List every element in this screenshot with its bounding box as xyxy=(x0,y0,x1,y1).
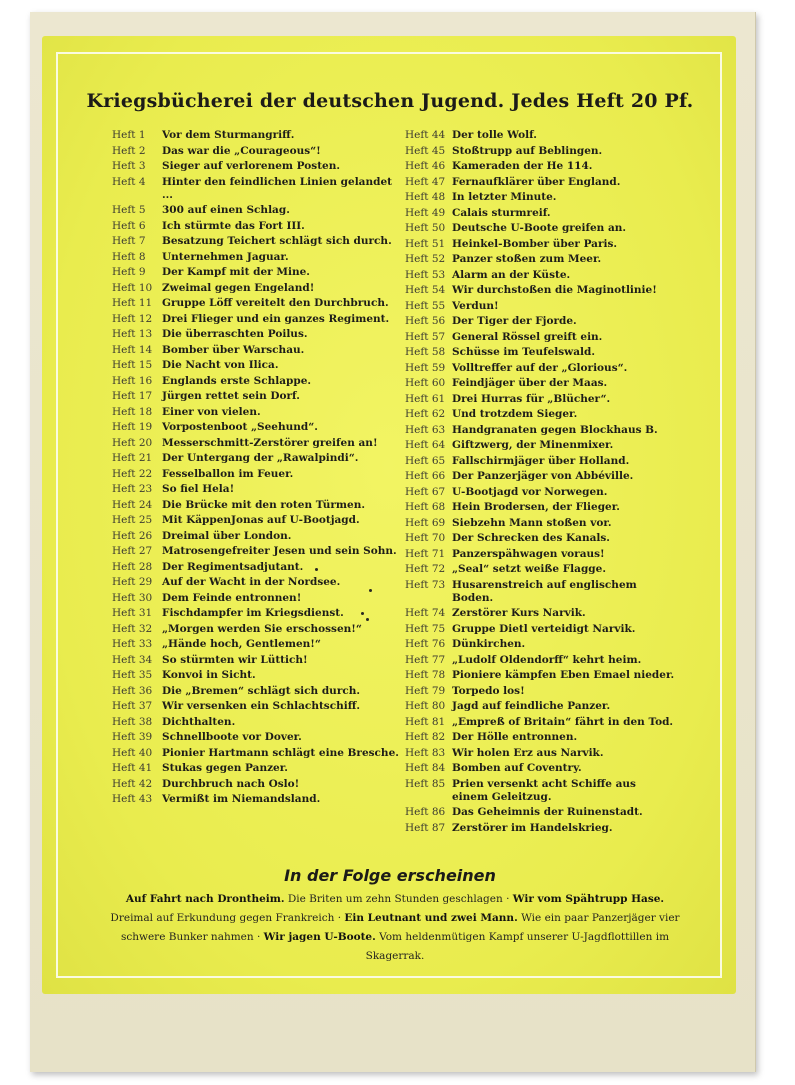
issue-title: Durchbruch nach Oslo! xyxy=(162,777,300,790)
title-entry xyxy=(405,376,675,392)
forthcoming-title: Wir vom Spähtrupp Hase. xyxy=(512,893,665,905)
issue-title: Die Brücke mit den roten Türmen. xyxy=(162,498,365,511)
title-entry xyxy=(112,761,402,777)
title-entry xyxy=(405,653,675,669)
title-entry xyxy=(405,622,675,638)
title-entry xyxy=(112,144,402,160)
issue-number: Heft 41 xyxy=(112,762,153,774)
issue-number: Heft 22 xyxy=(112,467,153,480)
title-entry xyxy=(405,500,675,516)
title-entry xyxy=(405,237,675,253)
title-list-left xyxy=(112,128,402,808)
title-entry xyxy=(405,330,675,346)
title-entry xyxy=(112,343,402,359)
title-entry xyxy=(112,203,402,219)
issue-number: Heft 83 xyxy=(405,746,446,759)
title-entry xyxy=(405,606,675,622)
issue-number: Heft 72 xyxy=(405,563,446,575)
issue-number: Heft 43 xyxy=(112,793,153,805)
issue-title: Der Tiger der Fjorde. xyxy=(452,315,577,327)
issue-number: Heft 79 xyxy=(405,684,446,697)
issue-number: Heft 54 xyxy=(405,284,446,296)
issue-title: Besatzung Teichert schlägt sich durch. xyxy=(162,235,392,247)
title-entry xyxy=(112,436,402,452)
title-entry xyxy=(112,467,402,483)
issue-number: Heft 33 xyxy=(112,638,153,650)
issue-title: 300 auf einen Schlag. xyxy=(162,204,290,216)
issue-title: Schüsse im Teufelswald. xyxy=(452,346,596,358)
title-entry xyxy=(405,144,675,160)
issue-title: Vor dem Sturmangriff. xyxy=(162,129,295,141)
issue-title: So stürmten wir Lüttich! xyxy=(162,653,308,666)
title-entry xyxy=(405,252,675,268)
issue-number: Heft 3 xyxy=(112,160,146,172)
title-entry xyxy=(112,746,402,762)
issue-title: Jagd auf feindliche Panzer. xyxy=(452,700,611,712)
issue-number: Heft 27 xyxy=(112,545,153,557)
series-header: Kriegsbücherei der deutschen Jugend. Jedes Heft 20 Pf. xyxy=(86,90,694,112)
issue-title: Fesselballon im Feuer. xyxy=(162,467,294,480)
issue-title: Stoßtrupp auf Beblingen. xyxy=(452,144,603,157)
title-entry xyxy=(112,606,402,622)
title-entry xyxy=(405,547,675,563)
print-speck xyxy=(315,568,318,571)
issue-number: Heft 39 xyxy=(112,731,153,743)
title-entry xyxy=(405,423,675,439)
issue-number: Heft 20 xyxy=(112,436,153,449)
title-entry xyxy=(405,454,675,470)
issue-number: Heft 30 xyxy=(112,591,153,604)
title-entry xyxy=(112,777,402,793)
issue-title: Giftzwerg, der Minenmixer. xyxy=(452,439,614,451)
issue-title: „Empreß of Britain“ fährt in den Tod. xyxy=(452,715,674,728)
issue-number: Heft 67 xyxy=(405,485,446,498)
issue-title: Der tolle Wolf. xyxy=(452,129,537,141)
issue-number: Heft 55 xyxy=(405,299,446,312)
issue-title: Die überraschten Poilus. xyxy=(162,328,308,340)
issue-number: Heft 74 xyxy=(405,607,446,619)
issue-title: „Morgen werden Sie erschossen!“ xyxy=(162,622,362,635)
issue-title: Der Regimentsadjutant. xyxy=(162,560,304,573)
issue-title: Zerstörer Kurs Narvik. xyxy=(452,607,586,619)
issue-title: Husarenstreich auf englischem Boden. xyxy=(452,578,637,604)
issue-number: Heft 10 xyxy=(112,281,153,294)
title-entry xyxy=(112,792,402,808)
issue-number: Heft 36 xyxy=(112,684,153,697)
issue-number: Heft 49 xyxy=(405,206,446,219)
issue-number: Heft 34 xyxy=(112,653,153,666)
issue-title: Die Nacht von Ilica. xyxy=(162,359,279,371)
issue-number: Heft 13 xyxy=(112,328,153,340)
issue-title: Englands erste Schlappe. xyxy=(162,374,312,387)
issue-title: Fernaufklärer über England. xyxy=(452,175,621,188)
issue-number: Heft 60 xyxy=(405,377,446,389)
issue-title: Matrosengefreiter Jesen und sein Sohn. xyxy=(162,545,397,557)
issue-number: Heft 53 xyxy=(405,268,446,281)
title-entry xyxy=(405,190,675,206)
issue-title: Deutsche U-Boote greifen an. xyxy=(452,222,627,234)
issue-title: Panzerspähwagen voraus! xyxy=(452,547,605,560)
issue-title: Calais sturmreif. xyxy=(452,206,551,219)
issue-title: Zerstörer im Handelskrieg. xyxy=(452,821,613,834)
title-entry xyxy=(405,485,675,501)
issue-number: Heft 66 xyxy=(405,470,446,482)
title-entry xyxy=(112,684,402,700)
issue-title: Volltreffer auf der „Glorious“. xyxy=(452,361,628,374)
title-entry xyxy=(405,684,675,700)
issue-number: Heft 29 xyxy=(112,576,153,588)
issue-title: Ich stürmte das Fort III. xyxy=(162,219,305,232)
issue-number: Heft 32 xyxy=(112,622,153,635)
issue-number: Heft 4 xyxy=(112,175,146,188)
issue-title: Stukas gegen Panzer. xyxy=(162,762,288,774)
issue-number: Heft 9 xyxy=(112,266,146,278)
issue-title: Gruppe Dietl verteidigt Narvik. xyxy=(452,622,636,635)
title-entry xyxy=(112,715,402,731)
issue-title: Drei Hurras für „Blücher“. xyxy=(452,392,611,405)
forthcoming-title: Auf Fahrt nach Drontheim. xyxy=(125,893,285,905)
issue-title: Auf der Wacht in der Nordsee. xyxy=(162,576,341,588)
title-entry xyxy=(405,578,675,607)
issue-title: Wir versenken ein Schlachtschiff. xyxy=(162,700,361,712)
forthcoming-subtitle: Dreimal auf Erkundung gegen Frankreich · xyxy=(110,912,345,924)
issue-title: Handgranaten gegen Blockhaus B. xyxy=(452,423,658,436)
issue-title: Sieger auf verlorenem Posten. xyxy=(162,160,341,172)
issue-title: Gruppe Löff vereitelt den Durchbruch. xyxy=(162,297,389,309)
issue-title: Wir holen Erz aus Narvik. xyxy=(452,746,604,759)
issue-title: Der Kampf mit der Mine. xyxy=(162,266,310,278)
title-entry xyxy=(405,314,675,330)
title-entry xyxy=(405,746,675,762)
title-entry xyxy=(405,761,675,777)
issue-number: Heft 14 xyxy=(112,343,153,356)
issue-title: So fiel Hela! xyxy=(162,483,235,495)
issue-number: Heft 69 xyxy=(405,516,446,529)
title-entry xyxy=(405,175,675,191)
issue-number: Heft 8 xyxy=(112,250,146,263)
title-entry xyxy=(405,345,675,361)
title-entry xyxy=(405,299,675,315)
issue-title: Messerschmitt-Zerstörer greifen an! xyxy=(162,436,378,449)
issue-title: Hein Brodersen, der Flieger. xyxy=(452,501,620,513)
title-entry xyxy=(405,128,675,144)
issue-number: Heft 87 xyxy=(405,821,446,834)
title-entry xyxy=(405,438,675,454)
issue-number: Heft 2 xyxy=(112,144,146,157)
title-entry xyxy=(112,219,402,235)
issue-number: Heft 23 xyxy=(112,483,153,495)
issue-title: Kameraden der He 114. xyxy=(452,160,593,172)
issue-number: Heft 61 xyxy=(405,392,446,405)
issue-title: Dem Feinde entronnen! xyxy=(162,591,302,604)
issue-number: Heft 17 xyxy=(112,390,153,402)
issue-title: „Ludolf Oldendorff“ kehrt heim. xyxy=(452,653,642,666)
issue-number: Heft 44 xyxy=(405,129,446,141)
issue-number: Heft 21 xyxy=(112,452,153,464)
title-entry xyxy=(112,668,402,684)
issue-number: Heft 85 xyxy=(405,777,446,790)
issue-title: Dünkirchen. xyxy=(452,638,526,650)
title-entry xyxy=(112,622,402,638)
title-entry xyxy=(405,392,675,408)
title-entry xyxy=(405,730,675,746)
issue-number: Heft 51 xyxy=(405,237,446,250)
title-entry xyxy=(405,777,675,806)
issue-number: Heft 45 xyxy=(405,144,446,157)
issue-title: Panzer stoßen zum Meer. xyxy=(452,253,602,265)
title-entry xyxy=(112,374,402,390)
issue-number: Heft 59 xyxy=(405,361,446,374)
issue-number: Heft 84 xyxy=(405,762,446,774)
issue-title: Vermißt im Niemandsland. xyxy=(162,793,321,805)
print-speck xyxy=(366,618,369,621)
issue-title: Der Panzerjäger von Abbéville. xyxy=(452,470,634,482)
issue-number: Heft 82 xyxy=(405,731,446,743)
issue-number: Heft 56 xyxy=(405,315,446,327)
title-entry xyxy=(112,575,402,591)
issue-number: Heft 25 xyxy=(112,514,153,526)
issue-number: Heft 24 xyxy=(112,498,153,511)
title-entry xyxy=(405,531,675,547)
issue-number: Heft 5 xyxy=(112,204,146,216)
issue-number: Heft 12 xyxy=(112,312,153,325)
title-entry xyxy=(112,513,402,529)
forthcoming-subtitle: Vom heldenmütigen Kampf unserer U-Jagdflottillen im Skagerrak. xyxy=(365,931,670,962)
forthcoming-titles xyxy=(110,890,680,966)
issue-number: Heft 47 xyxy=(405,175,446,188)
title-entry xyxy=(405,699,675,715)
forthcoming-subtitle: Wie ein paar Panzerjäger vier schwere Bunker nahmen · xyxy=(120,912,680,943)
title-entry xyxy=(112,730,402,746)
issue-number: Heft 81 xyxy=(405,715,446,728)
issue-title: Unternehmen Jaguar. xyxy=(162,250,289,263)
issue-title: Das war die „Courageous“! xyxy=(162,144,321,157)
issue-number: Heft 64 xyxy=(405,439,446,451)
forthcoming-title: Wir jagen U-Boote. xyxy=(263,931,376,943)
issue-title: Konvoi in Sicht. xyxy=(162,669,256,681)
issue-number: Heft 75 xyxy=(405,622,446,635)
title-entry xyxy=(405,159,675,175)
issue-title: Pionier Hartmann schlägt eine Bresche. xyxy=(162,746,399,759)
issue-title: Der Schrecken des Kanals. xyxy=(452,532,610,544)
issue-title: Fischdampfer im Kriegsdienst. xyxy=(162,607,344,619)
issue-number: Heft 7 xyxy=(112,235,146,247)
title-entry xyxy=(112,327,402,343)
title-entry xyxy=(112,591,402,607)
title-entry xyxy=(405,637,675,653)
issue-number: Heft 31 xyxy=(112,607,153,619)
title-entry xyxy=(405,283,675,299)
issue-number: Heft 1 xyxy=(112,129,146,141)
title-entry xyxy=(112,358,402,374)
forthcoming-heading: In der Folge erscheinen xyxy=(284,866,496,885)
title-entry xyxy=(405,805,675,821)
issue-number: Heft 50 xyxy=(405,222,446,234)
issue-number: Heft 46 xyxy=(405,160,446,172)
title-entry xyxy=(112,389,402,405)
issue-number: Heft 80 xyxy=(405,700,446,712)
issue-number: Heft 68 xyxy=(405,501,446,513)
issue-title: Die „Bremen“ schlägt sich durch. xyxy=(162,684,361,697)
issue-title: Fallschirmjäger über Holland. xyxy=(452,454,630,467)
issue-title: Alarm an der Küste. xyxy=(452,268,571,281)
issue-title: General Rössel greift ein. xyxy=(452,330,603,343)
title-entry xyxy=(405,268,675,284)
issue-title: Heinkel-Bomber über Paris. xyxy=(452,237,618,250)
issue-title: Torpedo los! xyxy=(452,684,525,697)
issue-title: Das Geheimnis der Ruinenstadt. xyxy=(452,806,643,818)
issue-number: Heft 58 xyxy=(405,346,446,358)
issue-title: Jürgen rettet sein Dorf. xyxy=(162,390,300,402)
issue-number: Heft 70 xyxy=(405,532,446,544)
print-speck xyxy=(369,589,372,592)
title-entry xyxy=(112,482,402,498)
title-entry xyxy=(405,668,675,684)
issue-title: Bomber über Warschau. xyxy=(162,343,305,356)
issue-number: Heft 57 xyxy=(405,330,446,343)
title-entry xyxy=(112,250,402,266)
title-entry xyxy=(112,128,402,144)
title-entry xyxy=(405,407,675,423)
issue-number: Heft 52 xyxy=(405,253,446,265)
issue-number: Heft 63 xyxy=(405,423,446,436)
issue-title: Verdun! xyxy=(452,299,499,312)
title-entry xyxy=(405,562,675,578)
title-entry xyxy=(405,221,675,237)
issue-title: Prien versenkt acht Schiffe aus einem Geleitzug. xyxy=(452,777,636,803)
title-entry xyxy=(112,544,402,560)
title-entry xyxy=(112,234,402,250)
issue-title: Vorpostenboot „Seehund“. xyxy=(162,421,318,433)
issue-title: Dreimal über London. xyxy=(162,529,292,542)
issue-title: U-Bootjagd vor Norwegen. xyxy=(452,485,608,498)
issue-title: Schnellboote vor Dover. xyxy=(162,731,302,743)
issue-title: Der Hölle entronnen. xyxy=(452,731,578,743)
issue-number: Heft 19 xyxy=(112,421,153,433)
title-entry xyxy=(112,529,402,545)
title-entry xyxy=(405,469,675,485)
issue-number: Heft 40 xyxy=(112,746,153,759)
issue-title: „Hände hoch, Gentlemen!“ xyxy=(162,638,321,650)
issue-number: Heft 48 xyxy=(405,191,446,203)
title-entry xyxy=(112,560,402,576)
issue-title: Wir durchstoßen die Maginotlinie! xyxy=(452,284,657,296)
issue-number: Heft 62 xyxy=(405,408,446,420)
issue-number: Heft 73 xyxy=(405,578,446,591)
issue-title: Pioniere kämpfen Eben Emael nieder. xyxy=(452,669,675,681)
issue-number: Heft 16 xyxy=(112,374,153,387)
title-entry xyxy=(112,265,402,281)
issue-number: Heft 78 xyxy=(405,669,446,681)
issue-title: Hinter den feindlichen Linien gelandet ... xyxy=(162,175,392,201)
title-entry xyxy=(112,498,402,514)
issue-number: Heft 26 xyxy=(112,529,153,542)
issue-title: Zweimal gegen Engeland! xyxy=(162,281,315,294)
forthcoming-subtitle: Die Briten um zehn Stunden geschlagen · xyxy=(284,893,513,905)
issue-title: Feindjäger über der Maas. xyxy=(452,377,608,389)
issue-title: Drei Flieger und ein ganzes Regiment. xyxy=(162,312,390,325)
issue-number: Heft 11 xyxy=(112,297,153,309)
title-entry xyxy=(112,451,402,467)
issue-number: Heft 71 xyxy=(405,547,446,560)
issue-number: Heft 38 xyxy=(112,715,153,728)
issue-title: Und trotzdem Sieger. xyxy=(452,408,578,420)
issue-title: Mit KäppenJonas auf U-Bootjagd. xyxy=(162,514,360,526)
title-entry xyxy=(112,175,402,204)
issue-number: Heft 28 xyxy=(112,560,153,573)
print-speck xyxy=(361,612,364,615)
title-entry xyxy=(112,420,402,436)
title-entry xyxy=(405,821,675,837)
title-entry xyxy=(112,312,402,328)
title-entry xyxy=(405,206,675,222)
issue-number: Heft 35 xyxy=(112,669,153,681)
issue-title: Der Untergang der „Rawalpindi“. xyxy=(162,452,359,464)
title-entry xyxy=(112,296,402,312)
title-entry xyxy=(112,405,402,421)
title-entry xyxy=(112,653,402,669)
issue-number: Heft 18 xyxy=(112,405,153,418)
title-entry xyxy=(112,699,402,715)
issue-title: Bomben auf Coventry. xyxy=(452,762,582,774)
title-entry xyxy=(112,159,402,175)
issue-title: In letzter Minute. xyxy=(452,191,557,203)
issue-number: Heft 15 xyxy=(112,359,153,371)
issue-number: Heft 42 xyxy=(112,777,153,790)
forthcoming-title: Ein Leutnant und zwei Mann. xyxy=(344,912,518,924)
issue-title: Einer von vielen. xyxy=(162,405,261,418)
issue-number: Heft 76 xyxy=(405,638,446,650)
title-list-right xyxy=(405,128,675,836)
issue-title: Siebzehn Mann stoßen vor. xyxy=(452,516,612,529)
issue-title: „Seal“ setzt weiße Flagge. xyxy=(452,563,606,575)
title-entry xyxy=(405,516,675,532)
issue-number: Heft 86 xyxy=(405,806,446,818)
issue-number: Heft 37 xyxy=(112,700,153,712)
issue-number: Heft 65 xyxy=(405,454,446,467)
issue-number: Heft 6 xyxy=(112,219,146,232)
title-entry xyxy=(405,361,675,377)
issue-title: Dichthalten. xyxy=(162,715,236,728)
issue-number: Heft 77 xyxy=(405,653,446,666)
title-entry xyxy=(405,715,675,731)
title-entry xyxy=(112,637,402,653)
title-entry xyxy=(112,281,402,297)
